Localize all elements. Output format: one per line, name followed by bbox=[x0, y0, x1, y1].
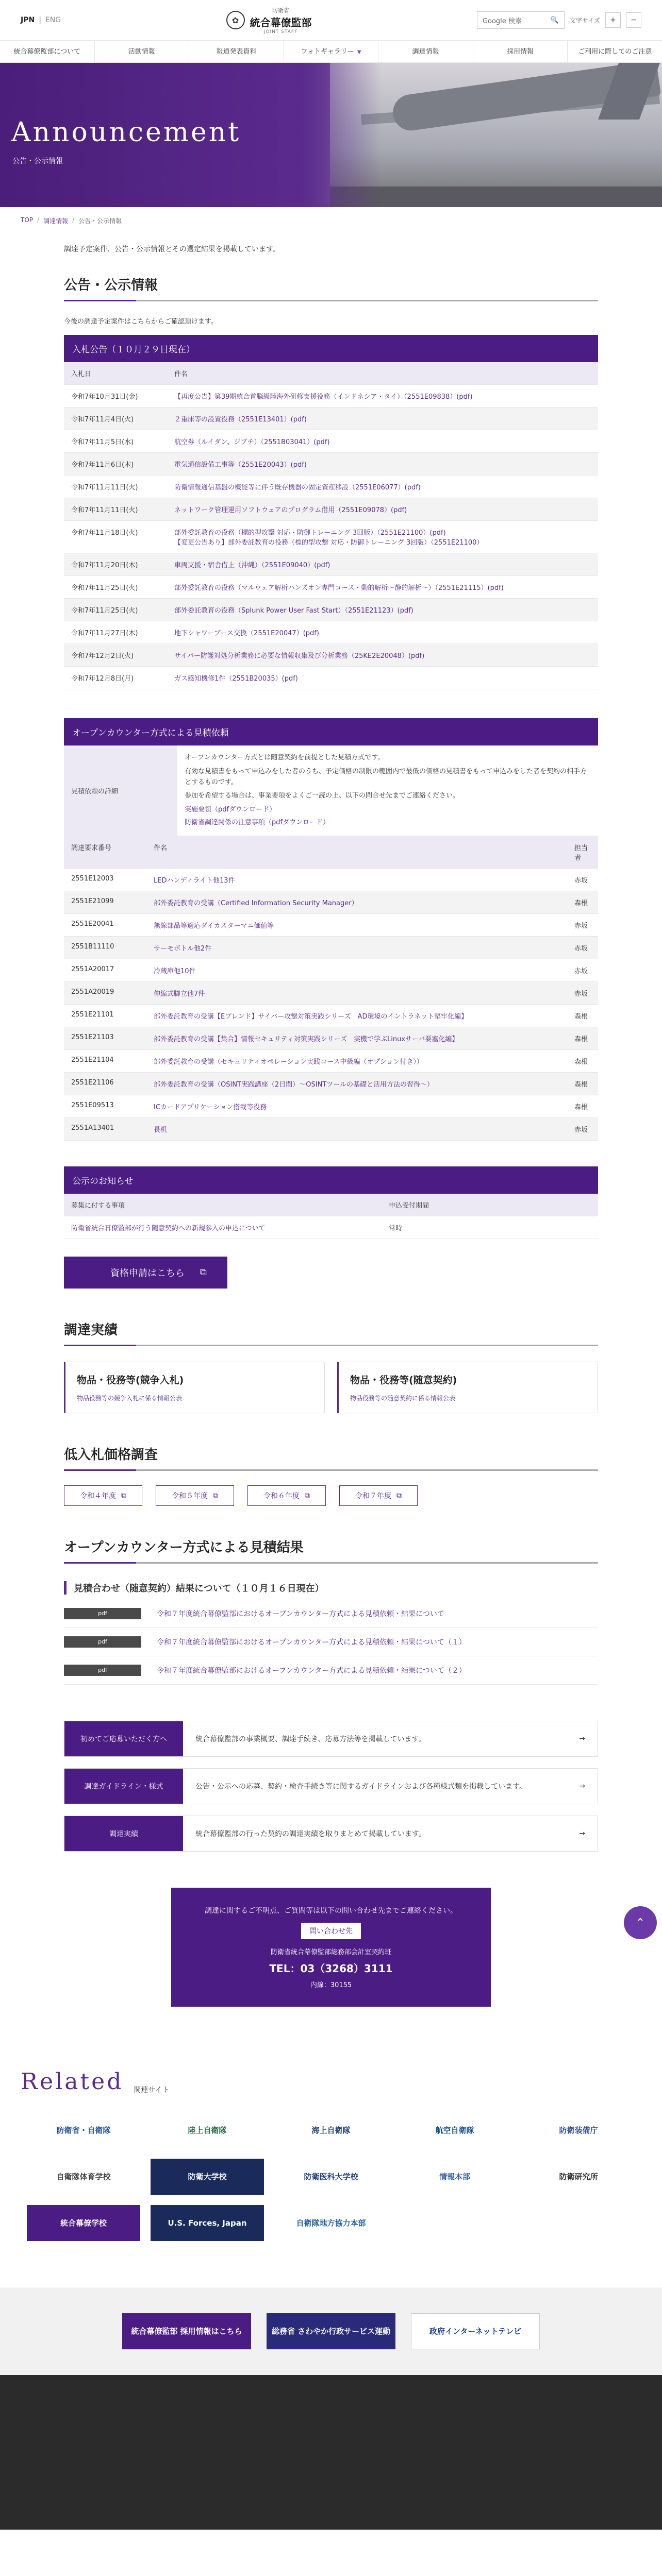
oc-subject-link[interactable]: 部外委託教育の受講【集合】情報セキュリティ対策実践シリーズ 実機で学ぶLinuxサーバ要塞化編】 bbox=[146, 1027, 567, 1049]
table-row bbox=[64, 553, 598, 576]
global-nav bbox=[0, 40, 662, 63]
oc-staff: 赤坂 bbox=[567, 868, 598, 891]
logo-name: 統合幕僚監部 bbox=[250, 16, 312, 29]
table-row bbox=[64, 498, 598, 521]
related-subtitle: 関連サイト bbox=[134, 2086, 170, 2094]
table-row bbox=[64, 1049, 598, 1072]
table-row bbox=[64, 936, 598, 959]
gnav-item-procurement[interactable]: 調達情報 bbox=[378, 41, 473, 62]
related-site-link[interactable]: 統合幕僚学校 bbox=[27, 2205, 140, 2241]
col-header-date: 入札日 bbox=[64, 362, 167, 385]
related-site-link[interactable]: 情報本部 bbox=[439, 2172, 470, 2182]
bid-subject-link[interactable]: 地下シャワーブース交換（2551E20047）(pdf) bbox=[167, 621, 598, 644]
contact-button[interactable]: 問い合わせ先 bbox=[301, 1923, 361, 1939]
apply-button[interactable]: 資格申請はこちら ⧉ bbox=[64, 1257, 227, 1289]
oc-staff: 赤坂 bbox=[567, 981, 598, 1004]
bid-date: 令和7年11月4日(火) bbox=[64, 408, 167, 430]
bid-date: 令和7年11月5日(水) bbox=[64, 430, 167, 453]
oc-results-subtitle: 見積合わせ（随意契約）結果について（１０月１６日現在） bbox=[64, 1581, 598, 1595]
oc-staff: 赤坂 bbox=[567, 1117, 598, 1140]
oc-staff: 森根 bbox=[567, 1004, 598, 1027]
oc-number: 2551E21106 bbox=[64, 1072, 146, 1095]
table-row bbox=[64, 1216, 598, 1239]
oc-staff: 森根 bbox=[567, 1072, 598, 1095]
logo-english: JOINT STAFF bbox=[263, 29, 298, 35]
back-to-top-button[interactable]: ⌃ bbox=[624, 1906, 657, 1939]
contact-box bbox=[171, 1888, 491, 2007]
contact-desc: 調達に関するご不明点、ご質問等は以下の問い合わせ先までご連絡ください。 bbox=[205, 1906, 457, 1915]
language-switch: JPN | ENG bbox=[21, 16, 61, 24]
oc-number: 2551E12003 bbox=[64, 868, 146, 891]
table-row bbox=[64, 644, 598, 667]
oc-subject-link[interactable]: 部外委託教育の受講（Certified Information Security Manager） bbox=[146, 891, 567, 913]
search-placeholder: Google 検索 bbox=[482, 17, 522, 25]
open-counter-detail bbox=[64, 745, 598, 836]
breadcrumb-current: 公告・公示情報 bbox=[78, 217, 122, 225]
font-size-plus-button[interactable]: + bbox=[605, 12, 621, 28]
open-counter-desc: 参加を希望する場合は、事業要項をよくご一読の上、以下の問合せ先までご連絡ください。 bbox=[185, 792, 460, 800]
bid-date: 令和7年12月8日(月) bbox=[64, 667, 167, 689]
section-title-oc-results: オープンカウンター方式による見積結果 bbox=[64, 1537, 598, 1564]
oc-number: 2551E20041 bbox=[64, 913, 146, 936]
table-row bbox=[64, 599, 598, 621]
open-counter-table bbox=[64, 836, 598, 1141]
oc-subject-link[interactable]: 部外委託教育の受講（OSINT実践講座（2日間）〜OSINTツールの基礎と活用方法の習得〜） bbox=[146, 1072, 567, 1095]
oc-subject-link[interactable]: サーモボトル他2件 bbox=[146, 936, 567, 959]
footer bbox=[0, 2375, 662, 2530]
related-grid bbox=[21, 2112, 641, 2241]
external-link-icon: ⧉ bbox=[213, 1491, 218, 1500]
oc-staff: 赤坂 bbox=[567, 913, 598, 936]
related-site-link[interactable]: 防衛医科大学校 bbox=[304, 2172, 358, 2182]
bid-date: 令和7年11月27日(木) bbox=[64, 621, 167, 644]
search-input[interactable] bbox=[477, 11, 565, 29]
lang-jpn-link[interactable]: JPN bbox=[21, 16, 35, 24]
open-counter-title: オープンカウンター方式による見積依頼 bbox=[64, 718, 598, 745]
table-row bbox=[64, 868, 598, 891]
section-title-notice: 公告・公示情報 bbox=[64, 275, 598, 301]
oc-subject-link[interactable]: 無線部品等適応ダイカスターマニ価値等 bbox=[146, 913, 567, 936]
breadcrumb: TOP / 調達情報 / 公告・公示情報 bbox=[21, 216, 122, 225]
bid-subject-link[interactable]: 部外委託教育の役務（Splunk Power User Fast Start）（2551E21123）(pdf) bbox=[167, 599, 598, 621]
pdf-tag: pdf bbox=[64, 1665, 141, 1676]
related-site-link[interactable]: U.S. Forces, Japan bbox=[151, 2205, 264, 2241]
font-size-label: 文字サイズ bbox=[569, 16, 600, 24]
table-row bbox=[64, 1117, 598, 1140]
notice-period: 常時 bbox=[382, 1216, 598, 1239]
bid-date: 令和7年11月18日(火) bbox=[64, 521, 167, 553]
oc-number: 2551A20019 bbox=[64, 981, 146, 1004]
year-button-r6[interactable]: 令和６年度 ⧉ bbox=[247, 1485, 326, 1506]
oc-subject-link[interactable]: 部外委託教育の受講（セキュリティオペレーション実践コース中級編（オプション付き）） bbox=[146, 1049, 567, 1072]
table-row bbox=[64, 408, 598, 430]
table-row bbox=[64, 667, 598, 689]
external-link-icon: ⧉ bbox=[305, 1491, 310, 1500]
bid-subject-link[interactable]: 防衛情報通信基盤の機能等に伴う既存機器の固定資産移設（2551E06077）(pdf) bbox=[167, 476, 598, 498]
bid-date: 令和7年11月6日(木) bbox=[64, 453, 167, 476]
oc-staff: 森根 bbox=[567, 891, 598, 913]
hero-subtitle: 公告・公示情報 bbox=[12, 157, 63, 165]
guideline-pdf-link[interactable]: 実施要領（pdfダウンロード） bbox=[185, 806, 276, 814]
table-row bbox=[64, 453, 598, 476]
oc-number: 2551E21103 bbox=[64, 1027, 146, 1049]
public-notice-table bbox=[64, 1194, 598, 1239]
oc-staff: 森根 bbox=[567, 1049, 598, 1072]
related-site-link[interactable]: 自衛隊地方協力本部 bbox=[296, 2218, 366, 2228]
hero-banner bbox=[0, 63, 662, 207]
table-row bbox=[64, 476, 598, 498]
gnav-item-notice[interactable]: ご利用に際してのご注意 bbox=[578, 48, 652, 56]
oc-number: 2551E21104 bbox=[64, 1049, 146, 1072]
arrow-right-icon: → bbox=[579, 1829, 585, 1838]
year-button-r4[interactable]: 令和４年度 ⧉ bbox=[64, 1485, 142, 1506]
bid-date: 令和7年12月2日(火) bbox=[64, 644, 167, 667]
notes-pdf-link[interactable]: 防衛省調達関係の注意事項（pdfダウンロード） bbox=[185, 818, 330, 826]
gnav-item-about[interactable]: 統合幕僚監部について bbox=[0, 41, 95, 62]
year-button-r5[interactable]: 令和５年度 ⧉ bbox=[156, 1485, 234, 1506]
bid-table bbox=[64, 362, 598, 689]
bid-subject-link[interactable]: 航空券（ルイダン、ジブチ）（2551B03041）(pdf) bbox=[167, 430, 598, 453]
gnav-item-press[interactable]: 報道発表資料 bbox=[189, 41, 284, 62]
hero-title: Announcement bbox=[11, 117, 241, 148]
oc-staff: 森根 bbox=[567, 1027, 598, 1049]
gnav-item-photo[interactable]: フォトギャラリー ▼ bbox=[284, 41, 379, 62]
chevron-down-icon: ▼ bbox=[357, 49, 361, 55]
section-title-procurement: 調達実績 bbox=[64, 1319, 598, 1346]
bid-subject-link[interactable]: ネットワーク管理運用ソフトウェアのプログラム借用（2551E09078）(pdf) bbox=[167, 498, 598, 521]
year-button-r7[interactable]: 令和７年度 ⧉ bbox=[339, 1485, 418, 1506]
gnav-item-recruit[interactable]: 採用情報 bbox=[473, 41, 568, 62]
open-counter-detail-label: 見積依頼の詳細 bbox=[64, 745, 177, 836]
col-header-subject: 件名 bbox=[146, 836, 567, 869]
oc-number: 2551E21099 bbox=[64, 891, 146, 913]
header-tools bbox=[477, 11, 641, 29]
oc-subject-link[interactable]: LEDハンディライト他13件 bbox=[146, 868, 567, 891]
section-title-low-price: 低入札価格調査 bbox=[64, 1444, 598, 1471]
emblem-icon: ✿ bbox=[226, 11, 245, 29]
gnav-item-activities[interactable]: 活動情報 bbox=[95, 41, 190, 62]
table-row bbox=[64, 959, 598, 981]
table-row bbox=[64, 430, 598, 453]
table-row bbox=[64, 913, 598, 936]
oc-subject-link[interactable]: 冷蔵庫他10件 bbox=[146, 959, 567, 981]
table-row bbox=[64, 576, 598, 599]
pdf-tag: pdf bbox=[64, 1608, 141, 1619]
search-icon[interactable]: 🔍 bbox=[550, 16, 559, 24]
notice-item-link[interactable]: 防衛省統合幕僚監部が行う随意契約への新規参入の申込について bbox=[64, 1216, 382, 1239]
public-notice-title: 公示のお知らせ bbox=[64, 1166, 598, 1194]
related-title: Related bbox=[21, 2068, 124, 2095]
bid-date: 令和7年11月25日(火) bbox=[64, 576, 167, 599]
logo-ministry: 防衛省 bbox=[272, 7, 290, 14]
related-site-link[interactable]: 防衛省・自衛隊 bbox=[56, 2126, 111, 2136]
bid-date: 令和7年11月11日(火) bbox=[64, 476, 167, 498]
bid-subject-link[interactable]: 【再度公告】第39期統合首脳級陸海外研修支援役務（インドネシア・タイ）（2551E09838）(pdf) bbox=[167, 385, 598, 408]
bid-date: 令和7年11月20日(木) bbox=[64, 553, 167, 576]
table-row bbox=[64, 1072, 598, 1095]
bid-table-title: 入札公告（１０月２９日現在） bbox=[64, 335, 598, 362]
col-header-period: 申込受付期間 bbox=[382, 1194, 598, 1216]
bid-subject-link[interactable]: ２重床等の設置役務（2551E13401）(pdf) bbox=[167, 408, 598, 430]
bid-subject-link[interactable]: ガス感知機修1件（2551B20035）(pdf) bbox=[167, 667, 598, 689]
site-logo[interactable] bbox=[226, 6, 312, 35]
col-header-staff: 担当者 bbox=[567, 836, 598, 869]
oc-number: 2551E21101 bbox=[64, 1004, 146, 1027]
guide-links bbox=[64, 1721, 598, 1852]
oc-number: 2551A13401 bbox=[64, 1117, 146, 1140]
oc-subject-link[interactable]: ICカードアプリケーション搭載等役務 bbox=[146, 1095, 567, 1117]
oc-subject-link[interactable]: 部外委託教育の受講【Eプレンド】サイバー攻撃対策実践シリーズ AD環境のイントラネット堅牢化編】 bbox=[146, 1004, 567, 1027]
font-size-minus-button[interactable]: − bbox=[626, 12, 641, 28]
oc-number: 2551E09513 bbox=[64, 1095, 146, 1117]
table-row bbox=[64, 385, 598, 408]
external-link-icon: ⧉ bbox=[396, 1491, 402, 1500]
list-item[interactable]: pdf 令和７年度統合幕僚監部におけるオープンカウンター方式による見積依頼・結果について bbox=[64, 1600, 598, 1628]
oc-staff: 森根 bbox=[567, 1095, 598, 1117]
oc-results-list bbox=[64, 1600, 598, 1685]
guide-link-guidelines[interactable]: 調達ガイドライン・様式 公告・公示への応募、契約・検査手続き等に関するガイドラインおよび各種様式類を掲載しています。 → bbox=[64, 1768, 598, 1804]
table-row bbox=[64, 891, 598, 913]
banner-area bbox=[0, 2287, 662, 2375]
table-row bbox=[64, 621, 598, 644]
breadcrumb-procurement[interactable]: 調達情報 bbox=[43, 217, 69, 225]
oc-subject-link[interactable]: 長机 bbox=[146, 1117, 567, 1140]
contact-org: 防衛省統合幕僚監部総務部会計室契約班 bbox=[270, 1948, 391, 1956]
oc-staff: 赤坂 bbox=[567, 959, 598, 981]
notice-note[interactable]: 今後の調達予定案件はこちらからご確認頂けます。 bbox=[64, 318, 218, 326]
breadcrumb-top[interactable]: TOP bbox=[21, 216, 34, 224]
table-row bbox=[64, 521, 598, 553]
lang-eng-link[interactable]: ENG bbox=[45, 16, 61, 24]
list-item[interactable]: pdf 令和７年度統合幕僚監部におけるオープンカウンター方式による見積依頼・結果について（２） bbox=[64, 1656, 598, 1685]
col-header-number: 調達要求番号 bbox=[64, 836, 146, 869]
table-row bbox=[64, 1095, 598, 1117]
procurement-card-competitive[interactable]: 物品・役務等(競争入札) 物品役務等の競争入札に係る情報公表 bbox=[64, 1362, 325, 1413]
related-site-link[interactable]: 防衛研究所 bbox=[559, 2172, 598, 2182]
procurement-card-private[interactable]: 物品・役務等(随意契約) 物品役務等の随意契約に係る情報公表 bbox=[337, 1362, 598, 1413]
intro-text: 調達予定案件、公告・公示情報とその選定結果を掲載しています。 bbox=[64, 245, 280, 253]
related-site-link[interactable]: 防衛大学校 bbox=[151, 2159, 264, 2195]
bid-subject-link[interactable]: 部外委託教育の役務（標的型攻撃 対応・防御トレーニング 3回版）（2551E21100）(pdf) 【変更公告あり】部外委託教育の役務（標的型攻撃 対応・防御トレーニング 3回版）（2551E21100） bbox=[167, 521, 598, 553]
external-link-icon: ⧉ bbox=[200, 1267, 207, 1278]
gov-service-banner[interactable]: 総務省 さわやか行政サービス運動 bbox=[267, 2313, 395, 2349]
col-header-item: 募集に付する事項 bbox=[64, 1194, 382, 1216]
related-site-link[interactable]: 自衛隊体育学校 bbox=[56, 2172, 111, 2182]
guide-link-first-time[interactable]: 初めてご応募いただく方へ 統合幕僚監部の事業概要、調達手続き、応募方法等を掲載しています。 → bbox=[64, 1721, 598, 1757]
bid-date: 令和7年11月11日(火) bbox=[64, 498, 167, 521]
bid-date: 令和7年10月31日(金) bbox=[64, 385, 167, 408]
contact-tel: TEL：03（3268）3111 bbox=[269, 1962, 393, 1975]
gov-tv-banner[interactable]: 政府インターネットテレビ bbox=[411, 2313, 540, 2349]
bid-subject-link[interactable]: 部外委託教育の役務（マルウェア解析ハンズオン専門コース・動的解析〜静的解析〜）（2551E21115）(pdf) bbox=[167, 576, 598, 599]
arrow-right-icon: → bbox=[579, 1782, 585, 1790]
bid-subject-link[interactable]: 車両支援・宿舎借上（沖縄）（2551E09040）(pdf) bbox=[167, 553, 598, 576]
oc-subject-link[interactable]: 伸縮式脚立他7件 bbox=[146, 981, 567, 1004]
pdf-tag: pdf bbox=[64, 1636, 141, 1648]
header bbox=[0, 0, 662, 40]
related-sites bbox=[0, 2069, 662, 2241]
guide-link-results[interactable]: 調達実績 統合幕僚監部の行った契約の調達実績を取りまとめて掲載しています。 → bbox=[64, 1816, 598, 1852]
year-buttons bbox=[64, 1485, 598, 1506]
list-item[interactable]: pdf 令和７年度統合幕僚監部におけるオープンカウンター方式による見積依頼・結果について（１） bbox=[64, 1628, 598, 1656]
contact-ext: 内線：30155 bbox=[310, 1981, 352, 1989]
table-row bbox=[64, 1004, 598, 1027]
related-site-link[interactable]: 航空自衛隊 bbox=[435, 2126, 474, 2136]
open-counter-desc: オープンカウンター方式とは随意契約を前提とした見積方式です。 bbox=[185, 754, 385, 761]
open-counter-desc: 有効な見積書をもって申込みをした者のうち、予定価格の制限の範囲内で最低の価格の見積書をもって申込みをした者を契約の相手方とするものです。 bbox=[185, 767, 587, 786]
main-content bbox=[0, 244, 662, 2007]
related-site-link[interactable]: 陸上自衛隊 bbox=[188, 2126, 227, 2136]
bid-subject-link[interactable]: 電気通信設備工事等（2551E20043）(pdf) bbox=[167, 453, 598, 476]
recruit-banner[interactable]: 統合幕僚監部 採用情報はこちら bbox=[122, 2313, 251, 2349]
related-site-link[interactable]: 海上自衛隊 bbox=[311, 2126, 351, 2136]
table-row bbox=[64, 1027, 598, 1049]
related-site-link[interactable]: 防衛装備庁 bbox=[559, 2126, 598, 2136]
oc-number: 2551B11110 bbox=[64, 936, 146, 959]
bid-subject-link[interactable]: サイバー防護対処分析業務に必要な情報収集及び分析業務（25KE2E20048）(pdf) bbox=[167, 644, 598, 667]
procurement-cards bbox=[64, 1362, 598, 1413]
arrow-right-icon: → bbox=[579, 1734, 585, 1743]
external-link-icon: ⧉ bbox=[121, 1491, 126, 1500]
col-header-subject: 件名 bbox=[167, 362, 598, 385]
bid-date: 令和7年11月25日(火) bbox=[64, 599, 167, 621]
oc-number: 2551A20017 bbox=[64, 959, 146, 981]
oc-staff: 赤坂 bbox=[567, 936, 598, 959]
table-row bbox=[64, 981, 598, 1004]
